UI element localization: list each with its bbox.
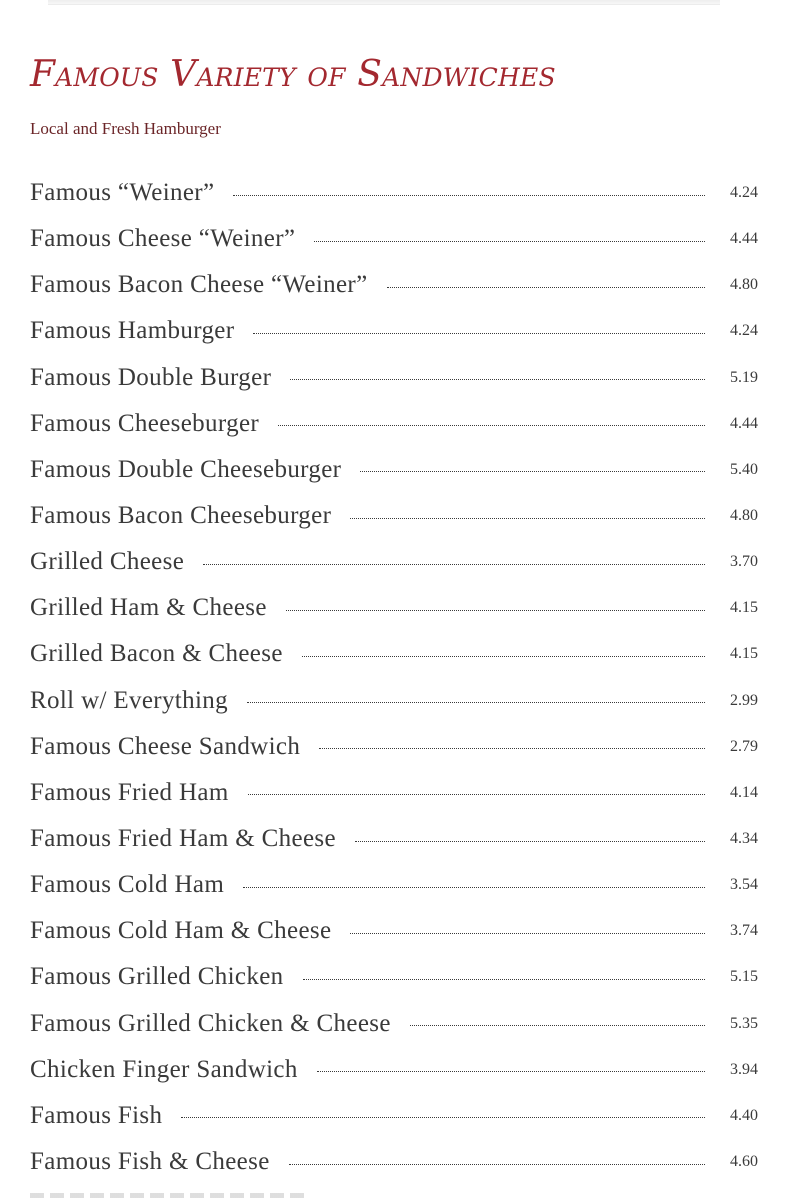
- item-name: Grilled Cheese: [30, 548, 185, 576]
- top-divider: [48, 0, 720, 5]
- item-price: 4.40: [730, 1106, 758, 1124]
- dotted-leader: [181, 1117, 705, 1118]
- menu-item: [30, 770, 758, 816]
- item-name: Famous Double Burger: [30, 363, 272, 391]
- cut-off-menu-item: [30, 1190, 758, 1198]
- menu-item: [30, 862, 758, 908]
- dotted-leader: [243, 887, 705, 888]
- menu-item: [30, 539, 758, 585]
- dotted-leader: [355, 841, 705, 842]
- item-name: Famous “Weiner”: [30, 179, 215, 207]
- menu-item: [30, 585, 758, 631]
- item-name: Famous Grilled Chicken & Cheese: [30, 1009, 391, 1037]
- item-name: Chicken Finger Sandwich: [30, 1055, 298, 1083]
- menu-item-list: [30, 170, 758, 1185]
- menu-item: [30, 908, 758, 954]
- item-name: Famous Double Cheeseburger: [30, 455, 342, 483]
- menu-item: [30, 493, 758, 539]
- item-name: Grilled Ham & Cheese: [30, 594, 267, 622]
- item-name: Famous Bacon Cheese “Weiner”: [30, 271, 368, 299]
- item-price: 4.80: [730, 276, 758, 294]
- dotted-leader: [387, 287, 705, 288]
- item-price: 4.60: [730, 1153, 758, 1171]
- item-name: Famous Cold Ham: [30, 871, 225, 899]
- menu-item: [30, 447, 758, 493]
- menu-item: [30, 816, 758, 862]
- item-price: 5.40: [730, 460, 758, 478]
- item-name: Famous Fried Ham: [30, 778, 229, 806]
- item-price: 4.44: [730, 414, 758, 432]
- dotted-leader: [319, 748, 705, 749]
- item-name: Famous Grilled Chicken: [30, 963, 284, 991]
- item-price: 4.15: [730, 645, 758, 663]
- menu-item: [30, 262, 758, 308]
- menu-item: [30, 678, 758, 724]
- dotted-leader: [410, 1025, 705, 1026]
- menu-item: [30, 954, 758, 1000]
- menu-item: [30, 1001, 758, 1047]
- dotted-leader: [317, 1071, 705, 1072]
- item-name: Famous Cheese “Weiner”: [30, 225, 296, 253]
- item-price: 4.24: [730, 322, 758, 340]
- section-subtitle: Local and Fresh Hamburger: [30, 119, 221, 138]
- menu-item: [30, 216, 758, 262]
- item-price: 3.74: [730, 922, 758, 940]
- item-price: 3.70: [730, 553, 758, 571]
- item-name: Roll w/ Everything: [30, 686, 228, 714]
- menu-item: [30, 401, 758, 447]
- dotted-leader: [248, 794, 705, 795]
- item-price: 3.94: [730, 1060, 758, 1078]
- menu-item: [30, 1093, 758, 1139]
- menu-item: [30, 1139, 758, 1185]
- item-price: 4.14: [730, 783, 758, 801]
- dotted-leader: [314, 241, 705, 242]
- dotted-leader: [278, 425, 705, 426]
- menu-item: [30, 170, 758, 216]
- dotted-leader: [350, 518, 705, 519]
- item-name: Famous Cheese Sandwich: [30, 732, 301, 760]
- dotted-leader: [302, 656, 705, 657]
- menu-item: [30, 1047, 758, 1093]
- item-price: 5.35: [730, 1014, 758, 1032]
- dotted-leader: [247, 702, 705, 703]
- item-name: Famous Fish & Cheese: [30, 1148, 270, 1176]
- dotted-leader: [286, 610, 705, 611]
- dotted-leader: [203, 564, 705, 565]
- item-name: Famous Bacon Cheeseburger: [30, 502, 332, 530]
- item-price: 4.15: [730, 599, 758, 617]
- dotted-leader: [253, 333, 705, 334]
- item-price: 4.80: [730, 507, 758, 525]
- dotted-leader: [350, 933, 705, 934]
- item-name: Famous Fried Ham & Cheese: [30, 825, 336, 853]
- item-name: Grilled Bacon & Cheese: [30, 640, 283, 668]
- menu-item: [30, 724, 758, 770]
- section-title: Famous Variety of Sandwiches: [30, 54, 556, 95]
- item-name: Famous Cold Ham & Cheese: [30, 917, 332, 945]
- item-price: 5.19: [730, 368, 758, 386]
- item-price: 4.34: [730, 830, 758, 848]
- item-price: 2.99: [730, 691, 758, 709]
- item-name: Famous Cheeseburger: [30, 409, 260, 437]
- menu-item: [30, 631, 758, 677]
- dotted-leader: [289, 1164, 705, 1165]
- cut-off-text-fragment: [30, 1193, 310, 1198]
- item-name: Famous Hamburger: [30, 317, 235, 345]
- item-price: 4.44: [730, 230, 758, 248]
- item-price: 5.15: [730, 968, 758, 986]
- dotted-leader: [290, 379, 705, 380]
- item-price: 2.79: [730, 737, 758, 755]
- menu-item: [30, 308, 758, 354]
- dotted-leader: [303, 979, 705, 980]
- item-price: 3.54: [730, 876, 758, 894]
- item-price: 4.24: [730, 184, 758, 202]
- item-name: Famous Fish: [30, 1101, 163, 1129]
- dotted-leader: [233, 195, 705, 196]
- menu-item: [30, 355, 758, 401]
- dotted-leader: [360, 471, 705, 472]
